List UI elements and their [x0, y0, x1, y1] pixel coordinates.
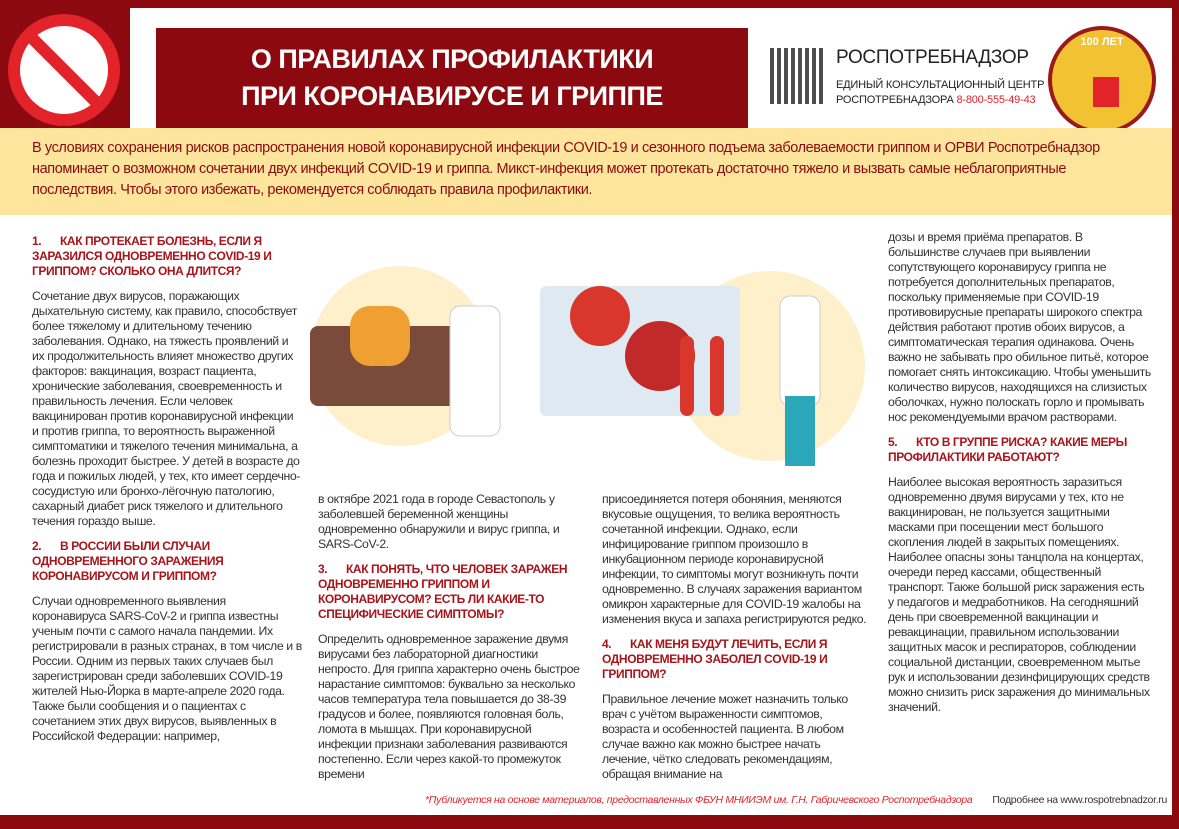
- section-2-title: 2. В РОССИИ БЫЛИ СЛУЧАИ ОДНОВРЕМЕННОГО ЗАРАЖЕНИЯ КОРОНАВИРУСОМ И ГРИППОМ?: [32, 539, 224, 583]
- section-4-text-cont: дозы и время приёма препаратов. В большинстве случаев при выявлении сопутствующего коронавирусу гриппа не потребуется дополнительных препаратов, поскольку применяемые при COVID-19 противовирусные препараты широкого спектра действия работают против обоих вирусов, а симптоматическая терапия одинакова. Очень важно не забывать про обильное питьё, которое помогает снять интоксикацию. Чтобы уменьшить количество вирусов, находящихся на слизистых оболочках, нужно полоскать горло и промывать нос рекомендуемыми врачом растворами.: [888, 230, 1151, 424]
- section-1-title: 1. КАК ПРОТЕКАЕТ БОЛЕЗНЬ, ЕСЛИ Я ЗАРАЗИЛСЯ ОДНОВРЕМЕННО COVID-19 И ГРИППОМ? СКОЛЬКО ОНА ДЛИТСЯ?: [32, 234, 272, 278]
- qr-code-icon[interactable]: [770, 48, 824, 104]
- intro-text: В условиях сохранения рисков распространения новой коронавирусной инфекции COVID-19 и сезонного подъема заболеваемости гриппом и ОРВИ Роспотребнадзор напоминает о возможном сочетании двух инфекций COVID-19 и гриппа. Микст-инфекция может протекать достаточно тяжело и вызвать самые неблагоприятные последствия. Чтобы этого избежать, рекомендуется соблюдать правила профилактики.: [0, 128, 1172, 215]
- column-2: [318, 492, 583, 792]
- title-line-1: О ПРАВИЛАХ ПРОФИЛАКТИКИ: [250, 44, 654, 74]
- no-virus-icon: [8, 14, 120, 126]
- section-3-text: Определить одновременное заражение двумя вирусами без лабораторной диагностики непросто. Для гриппа характерно очень быстрое нарастание симптомов: буквально за несколько часов температура тела повышается до 38-39 градусов и более, появляются головная боль, ломота в мышцах. При коронавирусной инфекции признаки заболевания развиваются постепенно. Если через какой-то промежуток времени: [318, 632, 580, 781]
- section-4-title: 4. КАК МЕНЯ БУДУТ ЛЕЧИТЬ, ЕСЛИ Я ОДНОВРЕМЕННО ЗАБОЛЕЛ COVID-19 И ГРИППОМ?: [602, 637, 828, 681]
- poster: [0, 8, 1172, 815]
- section-2-text: Случаи одновременного выявления коронавируса SARS-CoV-2 и гриппа известны ученым почти с самого начала пандемии. Их регистрировали в разных странах, в том числе и в России. Одним из первых таких случаев был зарегистрирован среди заболевших COVID-19 жителей Нью-Йорка в марте-апреле 2020 года. Также были сообщения и о пациентах с сочетанием этих двух вирусов, выявленных в Российской Федерации: например,: [32, 594, 302, 743]
- footer-link[interactable]: Подробнее на www.rospotrebnadzor.ru: [992, 794, 1168, 806]
- center-line-1: ЕДИНЫЙ КОНСУЛЬТАЦИОННЫЙ ЦЕНТР: [836, 79, 1045, 91]
- center-line-2: РОСПОТРЕБНАДЗОРА: [836, 94, 954, 106]
- section-2-text-cont: в октябре 2021 года в городе Севастополь у заболевшей беременной женщины одновременно обнаружили и вирус гриппа, и SARS-CoV-2.: [318, 492, 560, 551]
- section-3-text-cont: присоединяется потеря обоняния, меняются вкусовые ощущения, то велика вероятность сочетанной инфекции. Однако, если инфицирование гриппом произошло в инкубационном периоде коронавирусной инфекции, то симптомы могут возникнуть почти одновременно. В случаях заражения вариантом омикрон характерные для COVID-19 жалобы на изменения вкуса и запаха регистрируются редко.: [602, 492, 867, 626]
- logo-area: [0, 8, 130, 128]
- anniversary-seal-icon: [1048, 26, 1156, 134]
- section-5-text: Наиболее высокая вероятность заразиться одновременно двумя вирусами у тех, кто не вакцинирован, не пользуется защитными масками при посещении мест большого скопления людей в закрытых помещениях. Наиболее опасны зоны танцпола на концертах, очереди перед кассами, общественный транспорт. Также большой риск заражения есть у педагогов и медработников. На сегодняшний день при своевременной вакцинации и ревакцинации, правильном использовании защитных масок и респираторов, соблюдении социальной дистанции, своевременном мытье рук и использовании дезинфицирующих средств можно снизить риск заражения до минимальных значений.: [888, 475, 1150, 714]
- section-5-title: 5. КТО В ГРУППЕ РИСКА? КАКИЕ МЕРЫ ПРОФИЛАКТИКИ РАБОТАЮТ?: [888, 435, 1128, 464]
- section-4-text: Правильное лечение может назначить только врач с учётом выраженности симптомов, возраста и особенностей пациента. В любом случае важно как можно быстрее начать лечение, чётко следовать рекомендациям, обращая внимание на: [602, 692, 848, 781]
- consult-center: [836, 78, 1044, 108]
- phone-number: 8-800-555-49-43: [956, 94, 1036, 106]
- footer-note: *Публикуется на основе материалов, предоставленных ФБУН МНИИЭМ им. Г.Н. Габричевского Роспотребнадзора: [425, 794, 973, 806]
- column-4: [888, 230, 1153, 725]
- brand-name: РОСПОТРЕБНАДЗОР: [836, 47, 1029, 68]
- seal-text: 100 ЛЕТ: [1080, 36, 1124, 48]
- section-3-title: 3. КАК ПОНЯТЬ, ЧТО ЧЕЛОВЕК ЗАРАЖЕН ОДНОВРЕМЕННО ГРИППОМ И КОРОНАВИРУСОМ? ЕСТЬ ЛИ КАКИЕ-ТО СПЕЦИФИЧЕСКИЕ СИМПТОМЫ?: [318, 562, 568, 621]
- section-1-text: Сочетание двух вирусов, поражающих дыхательную систему, как правило, способствует более тяжелому и длительному течению заболевания. Однако, на тяжесть проявлений и их продолжительность влияет множество других факторов: вакцинация, возраст пациента, хронические заболевания, своевременность и правильность лечения. Если человек вакцинирован против коронавирусной инфекции и против гриппа, то вероятность выраженной симптоматики и тяжелого течения минимальна, а болезнь проходит быстрее. У детей в возрасте до года и пожилых людей, у тех, кто имеет сердечно-сосудистую или бронхо-лёгочную патологию, сахарный диабет риск тяжелого и длительного течения гораздо выше.: [32, 289, 300, 528]
- title-line-2: ПРИ КОРОНАВИРУСЕ И ГРИППЕ: [241, 81, 663, 111]
- doctors-illustration: [300, 246, 870, 486]
- column-1: [32, 234, 302, 754]
- column-3: [602, 492, 867, 792]
- footer: [425, 794, 1168, 807]
- page-title: [156, 28, 748, 128]
